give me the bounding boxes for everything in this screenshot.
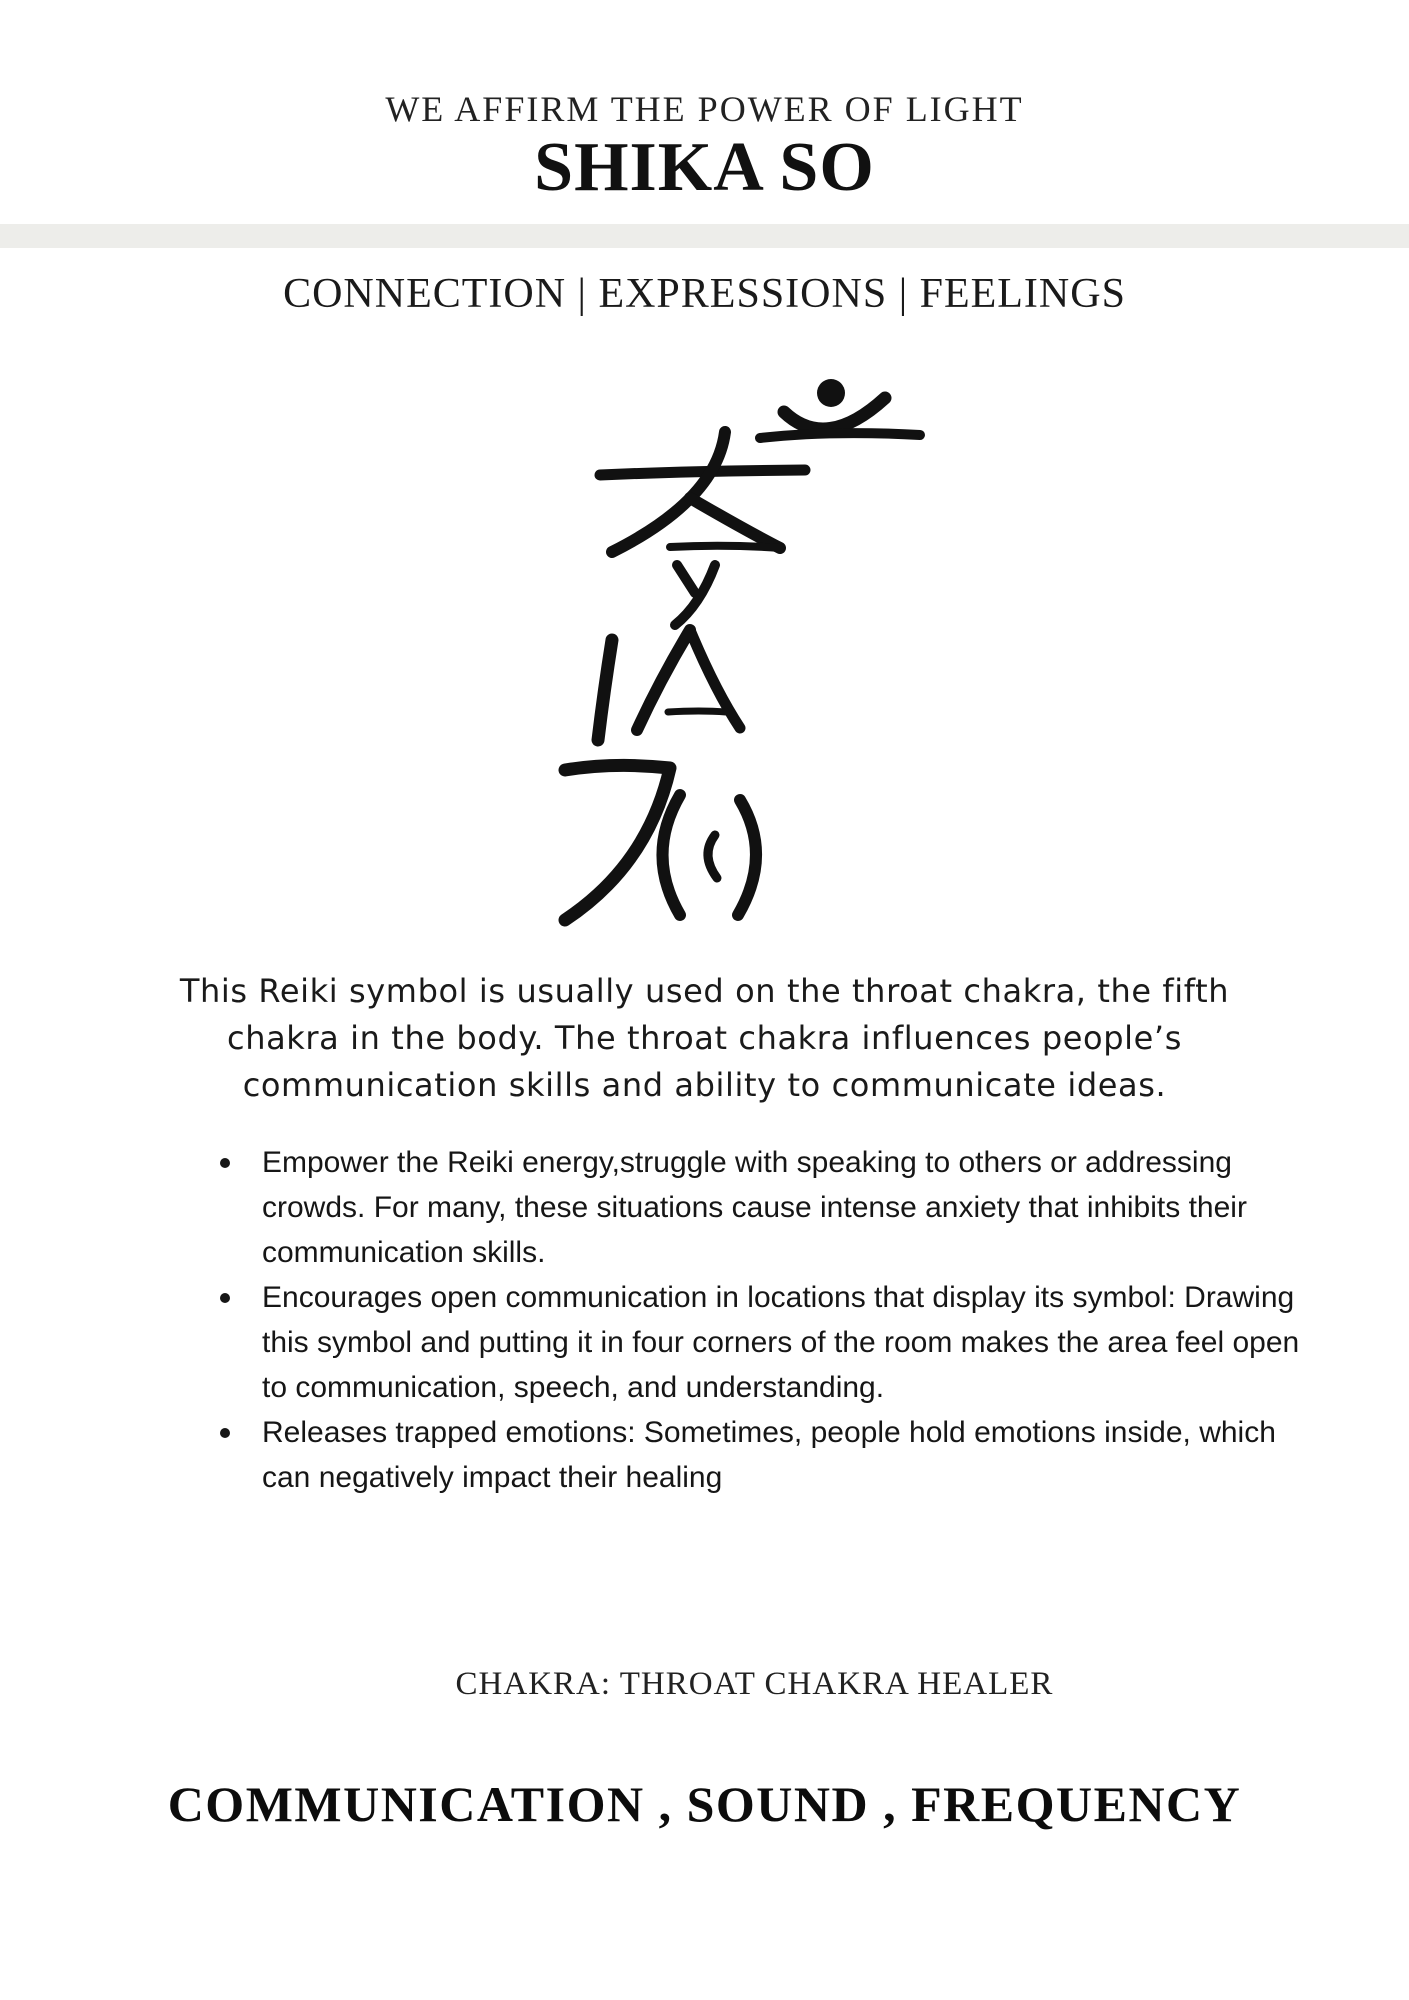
themes-footer: COMMUNICATION , SOUND , FREQUENCY	[167, 1776, 1242, 1832]
intro-paragraph: This Reiki symbol is usually used on the throat chakra, the fifth chakra in the body. The throat chakra influences people’s communication skills and ability to communicate ideas.	[179, 972, 1230, 1104]
reiki-throat-chakra-symbol-icon	[540, 360, 940, 930]
bullet-icon	[220, 1158, 230, 1168]
chakra-label: CHAKRA: THROAT CHAKRA HEALER	[455, 1666, 1054, 1702]
keywords-subtitle: CONNECTION | EXPRESSIONS | FEELINGS	[283, 271, 1126, 317]
page-title: SHIKA SO	[534, 129, 875, 206]
bullet-icon	[220, 1428, 230, 1438]
tagline: WE AFFIRM THE POWER OF LIGHT	[385, 89, 1024, 129]
bullet-icon	[220, 1293, 230, 1303]
divider-band	[0, 224, 1409, 248]
benefits-list	[218, 1140, 1328, 1500]
list-item	[218, 1275, 1328, 1410]
list-item-text: Empower the Reiki energy,struggle with speaking to others or addressing crowds. For many, these situations cause intense anxiety that inhibits their communication skills.	[262, 1146, 1247, 1269]
list-item-text: Releases trapped emotions: Sometimes, people hold emotions inside, which can negatively impact their healing	[262, 1416, 1276, 1494]
list-item	[218, 1410, 1328, 1500]
list-item	[218, 1140, 1328, 1275]
list-item-text: Encourages open communication in locations that display its symbol: Drawing this symbol and putting it in four corners of the room makes the area feel open to communication, speech, and understanding.	[262, 1281, 1300, 1404]
